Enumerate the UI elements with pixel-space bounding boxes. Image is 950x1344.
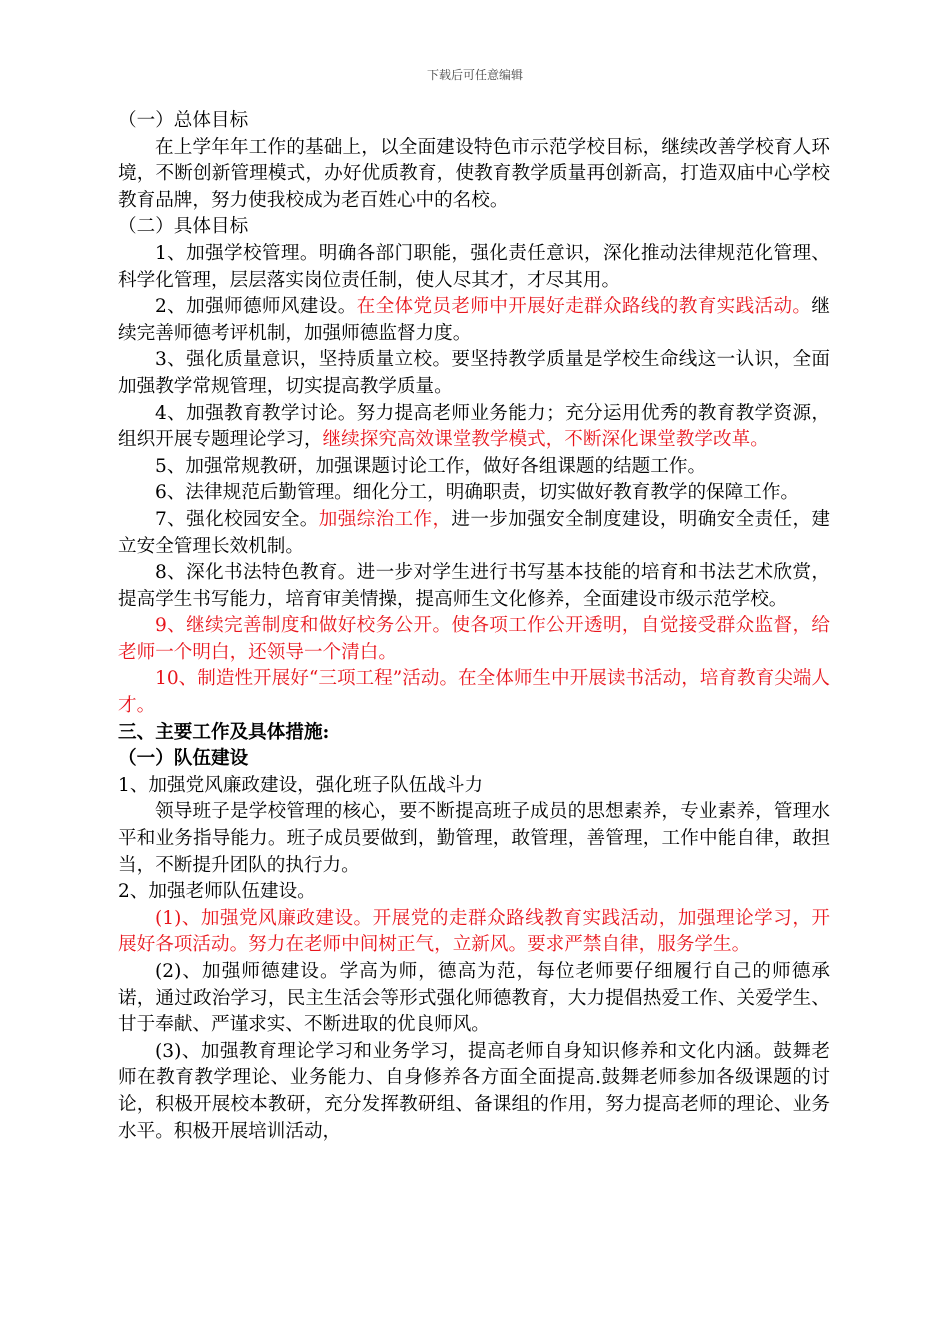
text-run: 3、强化质量意识，坚持质量立校。要坚持教学质量是学校生命线这一认识，全面加强教学常规管理，切实提高教学质量。 bbox=[118, 349, 830, 397]
text-run: 领导班子是学校管理的核心，要不断提高班子成员的思想素养，专业素养，管理水平和业务指导能力。班子成员要做到，勤管理，敢管理，善管理，工作中能自律，敢担当，不断提升团队的执行力。 bbox=[118, 801, 830, 876]
paragraph bbox=[118, 401, 830, 454]
paragraph bbox=[118, 1039, 830, 1145]
paragraph bbox=[118, 666, 830, 719]
paragraph bbox=[118, 294, 830, 347]
highlighted-text: (1)、加强党风廉政建设。开展党的走群众路线教育实践活动，加强理论学习，开展好各项活动。努力在老师中间树正气，立新风。要求严禁自律，服务学生。 bbox=[118, 907, 830, 956]
paragraph bbox=[118, 135, 830, 215]
text-run: 三、主要工作及具体措施: bbox=[118, 721, 330, 743]
text-run: （二）具体目标 bbox=[118, 216, 249, 238]
text-run: 5、加强常规教研，加强课题讨论工作，做好各组课题的结题工作。 bbox=[155, 455, 707, 477]
text-run: 4、加强教育教学讨论。努力提高老师业务能力；充分运用优秀的教育教学资源，组织开展专题理论学习， bbox=[118, 402, 830, 451]
text-run: 继续完善师德考评机制，加强师德监督力度。 bbox=[118, 296, 830, 344]
paragraph bbox=[118, 507, 830, 560]
paragraph bbox=[118, 108, 830, 135]
text-run: 在上学年年工作的基础上，以全面建设特色市示范学校目标，继续改善学校育人环境，不断创新管理模式，办好优质教育，使教育教学质量再创新高，打造双庙中心学校教育品牌，努力使我校成为老百姓心中的名校。 bbox=[118, 136, 830, 211]
paragraph bbox=[118, 906, 830, 959]
section-heading bbox=[118, 746, 830, 773]
paragraph bbox=[118, 879, 830, 906]
highlighted-text: 继续探究高效课堂教学模式，不断深化课堂教学改革。 bbox=[322, 429, 769, 451]
text-run: 进一步加强安全制度建设，明确安全责任，建立安全管理长效机制。 bbox=[118, 508, 830, 557]
text-run: 6、法律规范后勤管理。细化分工，明确职责，切实做好教育教学的保障工作。 bbox=[155, 482, 800, 504]
paragraph bbox=[118, 613, 830, 666]
paragraph bbox=[118, 959, 830, 1039]
text-run: (3)、加强教育理论学习和业务学习，提高老师自身知识修养和文化内涵。鼓舞老师在教育教学理论、业务能力、自身修养各方面全面提高.鼓舞老师参加各级课题的讨论，积极开展校本教研，充分发挥教研组、备课组的作用，努力提高老师的理论、业务水平。积极开展培训活动， bbox=[118, 1040, 830, 1142]
text-run: (2)、加强师德建设。学高为师，德高为范，每位老师要仔细履行自己的师德承诺，通过政治学习，民主生活会等形式强化师德教育，大力提倡热爱工作、关爱学生、甘于奉献、严谨求实、不断进取的优良师风。 bbox=[118, 961, 830, 1036]
document-body bbox=[118, 108, 830, 1145]
text-run: （一）总体目标 bbox=[118, 110, 249, 131]
paragraph bbox=[118, 241, 830, 294]
section-heading bbox=[118, 720, 830, 747]
paragraph bbox=[118, 347, 830, 400]
text-run: 8、深化书法特色教育。进一步对学生进行书写基本技能的培育和书法艺术欣赏，提高学生书写能力，培育审美情操，提高师生文化修养，全面建设市级示范学校。 bbox=[118, 562, 830, 610]
paragraph bbox=[118, 799, 830, 879]
paragraph bbox=[118, 454, 830, 481]
paragraph bbox=[118, 773, 830, 800]
text-run: 7、强化校园安全。 bbox=[155, 508, 319, 530]
page-header-note: 下载后可任意编辑 bbox=[426, 68, 523, 82]
paragraph bbox=[118, 560, 830, 613]
paragraph bbox=[118, 214, 830, 241]
text-run: 1、加强学校管理。明确各部门职能，强化责任意识，深化推动法律规范化管理、科学化管理，层层落实岗位责任制，使人尽其才，才尽其用。 bbox=[118, 242, 830, 291]
highlighted-text: 10、制造性开展好“三项工程”活动。在全体师生中开展读书活动，培育教育尖端人才。 bbox=[118, 668, 830, 717]
text-run: 1、加强党风廉政建设，强化班子队伍战斗力 bbox=[118, 774, 484, 796]
highlighted-text: 在全体党员老师中开展好走群众路线的教育实践活动。 bbox=[356, 296, 812, 318]
text-run: （一）队伍建设 bbox=[118, 748, 249, 770]
text-run: 2、加强老师队伍建设。 bbox=[118, 881, 316, 903]
text-run: 2、加强师德师风建设。 bbox=[155, 296, 357, 318]
paragraph bbox=[118, 480, 830, 507]
highlighted-text: 加强综治工作， bbox=[318, 508, 452, 530]
highlighted-text: 9、继续完善制度和做好校务公开。使各项工作公开透明，自觉接受群众监督，给老师一个明白，还领导一个清白。 bbox=[118, 615, 830, 663]
